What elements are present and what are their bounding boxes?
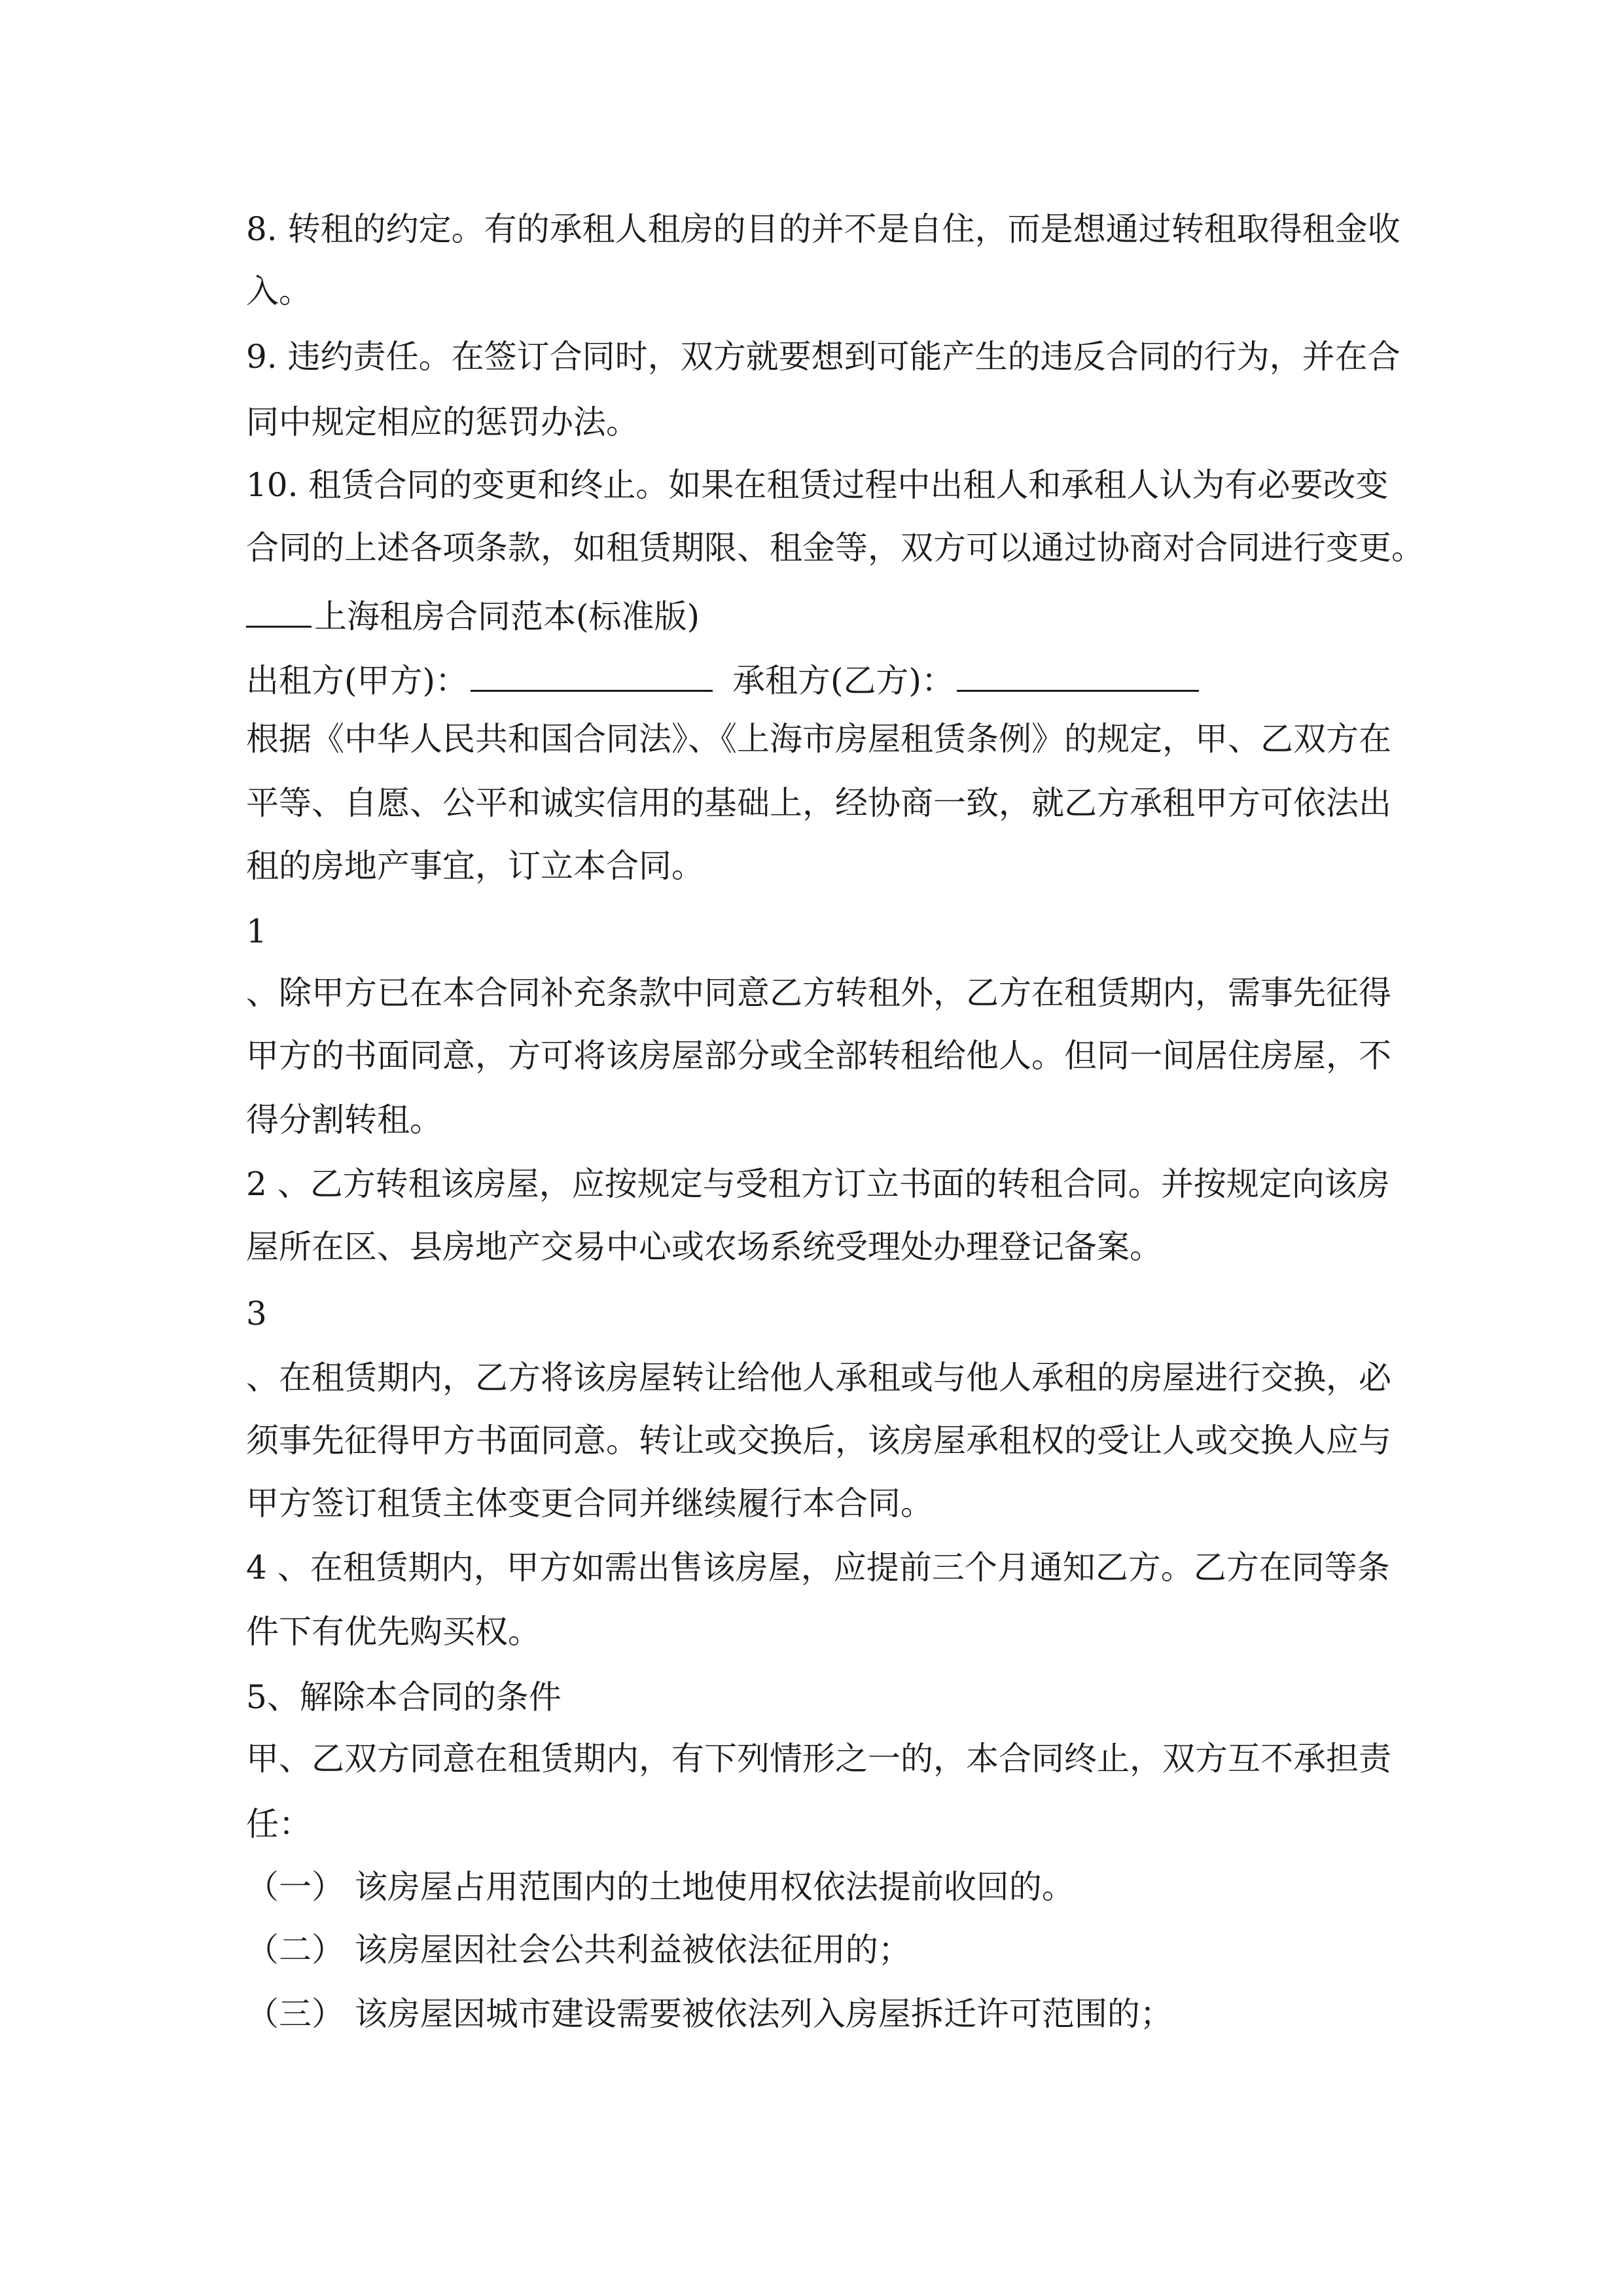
paragraph-line: 9. 违约责任。在签订合同时，双方就要想到可能产生的违反合同的行为，并在合 bbox=[246, 338, 1400, 376]
clause-number: 3 bbox=[246, 1295, 267, 1333]
contract-title-text: 上海租房合同范本(标准版) bbox=[314, 598, 700, 636]
paragraph-line: 10. 租赁合同的变更和终止。如果在租赁过程中出租人和承租人认为有必要改变 bbox=[246, 466, 1389, 504]
paragraph-line: 平等、自愿、公平和诚实信用的基础上，经协商一致，就乙方承租甲方可依法出 bbox=[246, 784, 1391, 822]
paragraph-line: 合同的上述各项条款，如租赁期限、租金等，双方可以通过协商对合同进行变更。 bbox=[246, 529, 1424, 567]
lessee-label: 承租方(乙方)： bbox=[732, 662, 955, 700]
lessor-label: 出租方(甲方)： bbox=[246, 662, 469, 700]
parties-line bbox=[246, 660, 1385, 700]
paragraph-line: 入。 bbox=[246, 272, 312, 310]
paragraph-line: 甲方签订租赁主体变更合同并继续履行本合同。 bbox=[246, 1484, 933, 1522]
paragraph-line: 8. 转租的约定。有的承租人租房的目的并不是自住，而是想通过转租取得租金收 bbox=[246, 210, 1400, 248]
paragraph-line: 屋所在区、县房地产交易中心或农场系统受理处办理登记备案。 bbox=[246, 1228, 1162, 1266]
paragraph-line: 租的房地产事宜，订立本合同。 bbox=[246, 847, 704, 885]
paragraph-line: 4 、在租赁期内，甲方如需出售该房屋，应提前三个月通知乙方。乙方在同等条 bbox=[246, 1549, 1390, 1587]
paragraph-line: 甲方的书面同意，方可将该房屋部分或全部转租给他人。但同一间居住房屋，不 bbox=[246, 1037, 1391, 1075]
lessee-blank bbox=[957, 660, 1199, 692]
paragraph-line: 须事先征得甲方书面同意。转让或交换后，该房屋承租权的受让人或交换人应与 bbox=[246, 1422, 1391, 1460]
clause-number: 1 bbox=[246, 912, 267, 950]
paragraph-line: 任： bbox=[246, 1805, 312, 1843]
contract-title bbox=[246, 596, 1385, 636]
list-item: （二） 该房屋因社会公共利益被依法征用的； bbox=[246, 1931, 911, 1969]
title-blank bbox=[246, 596, 312, 628]
paragraph-line: 、除甲方已在本合同补充条款中同意乙方转租外，乙方在租赁期内，需事先征得 bbox=[246, 974, 1391, 1012]
paragraph-line: 甲、乙双方同意在租赁期内，有下列情形之一的，本合同终止，双方互不承担责 bbox=[246, 1740, 1391, 1778]
list-item: （一） 该房屋占用范围内的土地使用权依法提前收回的。 bbox=[246, 1868, 1075, 1906]
paragraph-line: 件下有优先购买权。 bbox=[246, 1613, 541, 1651]
paragraph-line: 根据《中华人民共和国合同法》、《上海市房屋租赁条例》的规定，甲、乙双方在 bbox=[246, 720, 1391, 758]
lessor-blank bbox=[471, 660, 713, 692]
list-item: （三） 该房屋因城市建设需要被依法列入房屋拆迁许可范围的； bbox=[246, 1995, 1173, 2033]
paragraph-line: 得分割转租。 bbox=[246, 1101, 442, 1139]
paragraph-line: 同中规定相应的惩罚办法。 bbox=[246, 403, 639, 441]
paragraph-line: 2 、乙方转租该房屋，应按规定与受租方订立书面的转租合同。并按规定向该房 bbox=[246, 1165, 1390, 1203]
paragraph-line: 、在租赁期内，乙方将该房屋转让给他人承租或与他人承租的房屋进行交换，必 bbox=[246, 1359, 1391, 1397]
section-heading: 5、解除本合同的条件 bbox=[246, 1678, 562, 1716]
